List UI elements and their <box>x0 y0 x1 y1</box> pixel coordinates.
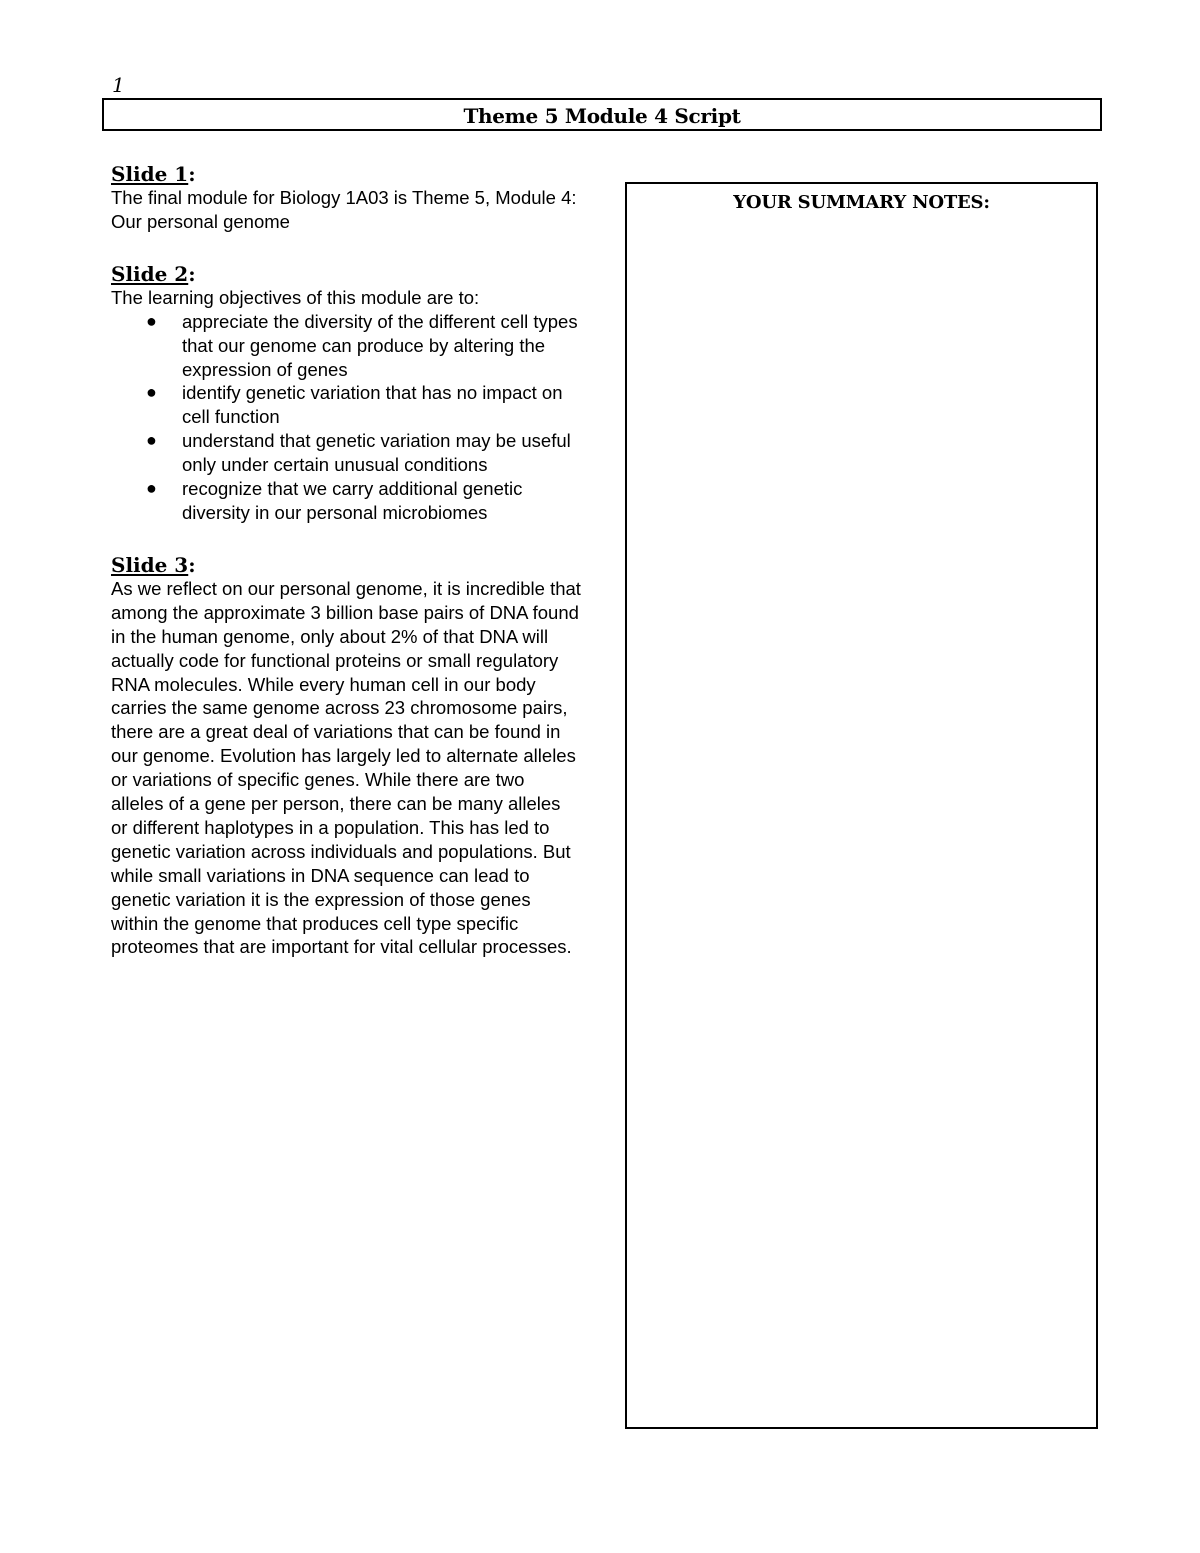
objective-text: recognize that we carry additional genetic diversity in our personal microbiomes <box>182 478 523 523</box>
slide-2-colon: : <box>188 261 196 286</box>
slide-1-colon: : <box>188 162 196 186</box>
slide-1-text: The final module for Biology 1A03 is Theme 5, Module 4: Our personal genome <box>111 187 577 232</box>
objective-text: understand that genetic variation may be useful only under certain unusual conditions <box>182 430 571 476</box>
slide-3-heading <box>111 553 581 577</box>
slide-3-label: Slide 3 <box>111 552 189 577</box>
title-box <box>102 98 1102 131</box>
list-item <box>111 429 581 477</box>
slide-2-text: The learning objectives of this module are to: <box>111 286 480 308</box>
bullet-icon: ● <box>146 310 157 331</box>
slide-1-section <box>111 162 581 234</box>
slide-2-heading <box>111 262 581 286</box>
objective-text: identify genetic variation that has no impact on cell function <box>182 382 563 428</box>
list-item <box>111 381 581 429</box>
summary-notes-box[interactable] <box>625 182 1098 1429</box>
bullet-icon: ● <box>146 382 157 403</box>
slide-3-colon: : <box>188 552 196 577</box>
slide-3-section <box>111 553 581 960</box>
slide-1-label: Slide 1 <box>111 162 189 186</box>
bullet-icon: ● <box>146 430 157 451</box>
bullet-icon: ● <box>146 478 157 499</box>
script-column <box>111 162 581 987</box>
page-number: 1 <box>112 73 125 97</box>
slide-3-text: As we reflect on our personal genome, it is incredible that among the approximate 3 billion base pairs of DNA found in the human genome, only about 2% of that DNA will actually code for functional proteins or small regulatory RNA molecules. While every human cell in our body carries the same genome across 23 chromosome pairs, there are a great deal of variations that can be found in our genome. Evolution has largely led to alternate alleles or variations of specific genes. While there are two alleles of a gene per person, there can be many alleles or different haplotypes in a population. This has led to genetic variation across individuals and populations. But while small variations in DNA sequence can lead to genetic variation it is the expression of those genes within the genome that produces cell type specific proteomes that are important for vital cellular processes. <box>111 577 581 958</box>
slide-2-label: Slide 2 <box>111 261 189 286</box>
slide-1-heading <box>111 162 581 186</box>
objectives-list <box>111 310 581 525</box>
document-title: Theme 5 Module 4 Script <box>463 104 741 128</box>
summary-notes-title: YOUR SUMMARY NOTES: <box>733 192 990 213</box>
objective-text: appreciate the diversity of the different cell types that our genome can produce by altering the expression of genes <box>182 310 578 380</box>
list-item <box>111 477 581 525</box>
slide-2-section <box>111 262 581 525</box>
list-item <box>111 310 581 382</box>
